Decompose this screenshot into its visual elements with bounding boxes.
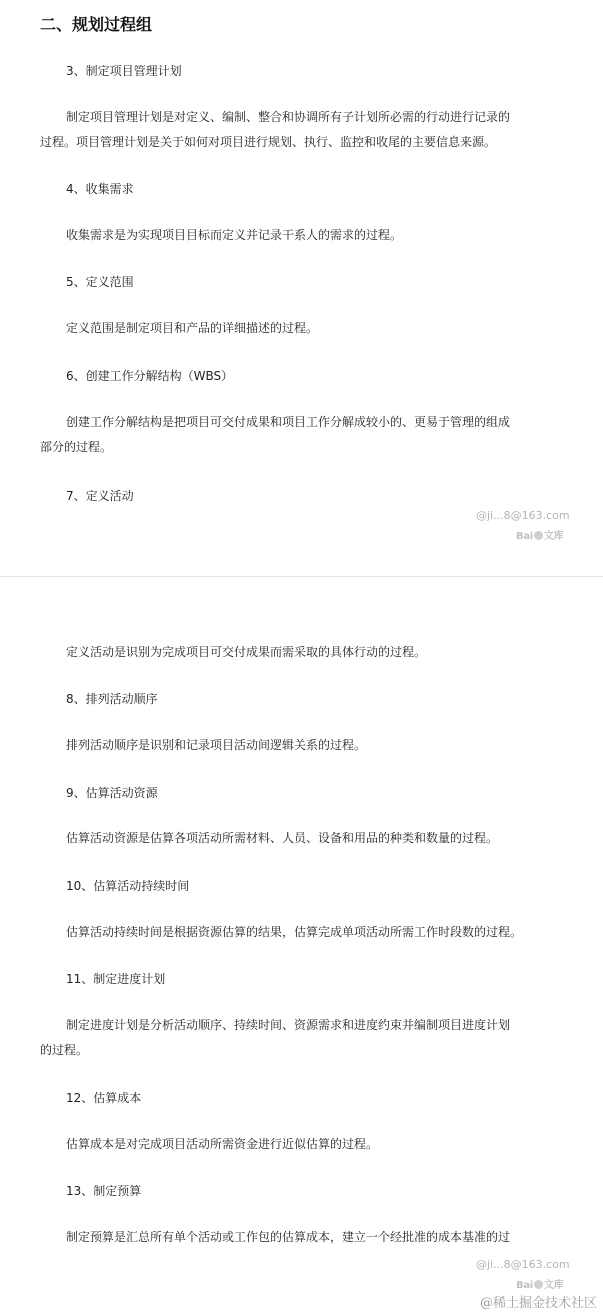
para-3-line-2: 过程。项目管理计划是关于如何对项目进行规划、执行、监控和收尾的主要信息来源。 — [40, 135, 497, 149]
watermark-logo-right-2: 文库 — [543, 1280, 564, 1291]
watermark-logo-left: Bai — [516, 531, 533, 542]
paw-icon — [534, 531, 543, 540]
paw-icon — [534, 1280, 543, 1289]
para-13-line-1: 制定预算是汇总所有单个活动或工作包的估算成本，建立一个经批准的成本基准的过 — [66, 1230, 511, 1244]
watermark-logo — [516, 527, 563, 542]
para-3-line-1: 制定项目管理计划是对定义、编制、整合和协调所有子计划所必需的行动进行记录的 — [66, 110, 511, 124]
heading-9: 9、估算活动资源 — [66, 786, 158, 800]
para-11-line-1: 制定进度计划是分析活动顺序、持续时间、资源需求和进度约束并编制项目进度计划 — [66, 1018, 511, 1032]
heading-11: 11、制定进度计划 — [66, 972, 166, 986]
watermark-logo-2 — [516, 1276, 563, 1291]
heading-7: 7、定义活动 — [66, 489, 134, 503]
footer-watermark: @稀土掘金技术社区 — [479, 1296, 597, 1311]
para-4-line-1: 收集需求是为实现项目目标而定义并记录干系人的需求的过程。 — [66, 228, 403, 242]
heading-10: 10、估算活动持续时间 — [66, 879, 190, 893]
para-12-line-1: 估算成本是对完成项目活动所需资金进行近似估算的过程。 — [66, 1137, 379, 1151]
page-divider — [0, 576, 603, 577]
para-11-line-2: 的过程。 — [40, 1043, 89, 1057]
watermark-logo-left-2: Bai — [516, 1280, 533, 1291]
heading-5: 5、定义范围 — [66, 275, 134, 289]
watermark-email: @ji...8@163.com — [476, 509, 570, 522]
para-7-line-1: 定义活动是识别为完成项目可交付成果而需采取的具体行动的过程。 — [66, 645, 427, 659]
section-title: 二、规划过程组 — [40, 15, 153, 34]
para-9-line-1: 估算活动资源是估算各项活动所需材料、人员、设备和用品的种类和数量的过程。 — [66, 831, 499, 845]
heading-8: 8、排列活动顺序 — [66, 692, 158, 706]
heading-13: 13、制定预算 — [66, 1184, 142, 1198]
heading-12: 12、估算成本 — [66, 1091, 142, 1105]
para-10-line-1: 估算活动持续时间是根据资源估算的结果，估算完成单项活动所需工作时段数的过程。 — [66, 925, 523, 939]
para-8-line-1: 排列活动顺序是识别和记录项目活动间逻辑关系的过程。 — [66, 738, 367, 752]
watermark-logo-right: 文库 — [543, 531, 564, 542]
heading-6: 6、创建工作分解结构（WBS） — [66, 369, 234, 383]
para-5-line-1: 定义范围是制定项目和产品的详细描述的过程。 — [66, 321, 319, 335]
heading-4: 4、收集需求 — [66, 182, 134, 196]
para-6-line-2: 部分的过程。 — [40, 440, 113, 454]
para-6-line-1: 创建工作分解结构是把项目可交付成果和项目工作分解成较小的、更易于管理的组成 — [66, 415, 511, 429]
heading-3: 3、制定项目管理计划 — [66, 64, 182, 78]
watermark-email-2: @ji...8@163.com — [476, 1258, 570, 1271]
